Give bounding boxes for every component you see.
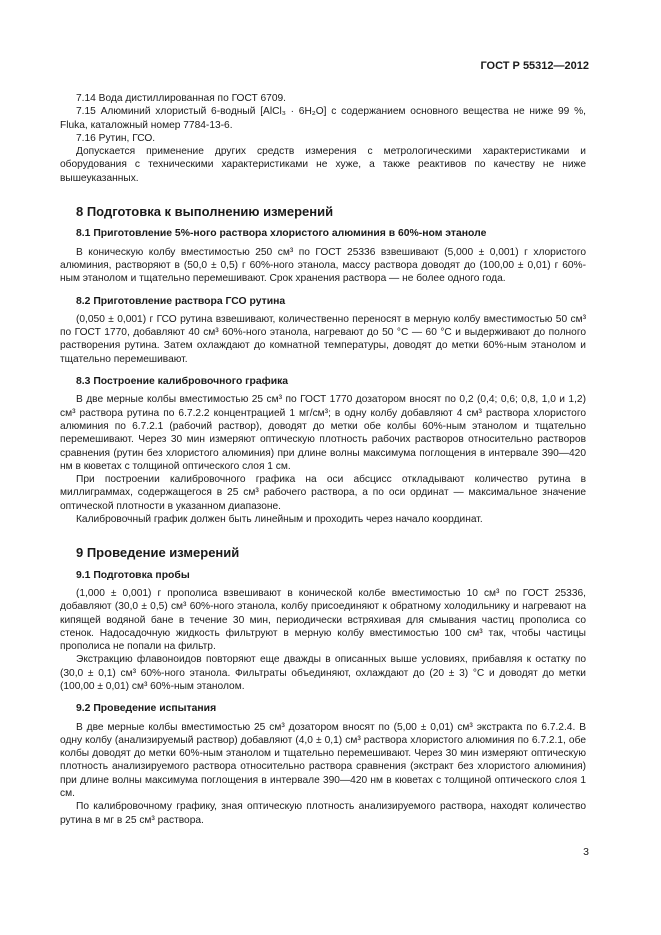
document-body — [60, 92, 586, 827]
subsection-9-2-text-2: По калибровочному графику, зная оптическую плотность анализируемого раствора, находят количество рутина в мг в 25 см³ раствора. — [60, 801, 586, 826]
page-number: 3 — [583, 846, 589, 858]
subsection-8-2-text: (0,050 ± 0,001) г ГСО рутина взвешивают, количественно переносят в мерную колбу вместимостью 50 см³ по ГОСТ 1770, добавляют 40 см³ 60%-ного этанола, нагревают до 50 °С — 60 °С и выдерживают до полного растворения рутина. Затем охлаждают до комнатной температуры, доводят до метки 60%-ным этанолом и тщательно перемешивают. — [60, 313, 586, 365]
equipment-note: Допускается применение других средств измерения с метрологическими характеристиками и оборудования с техническими характеристиками не хуже, а также реактивов по качеству не ниже вышеуказанных. — [60, 146, 586, 184]
subsection-8-3-text-1: В две мерные колбы вместимостью 25 см³ по ГОСТ 1770 дозатором вносят по 0,2 (0,4; 0,6; 0,8, 1,0 и 1,2) см³ раствора рутина по 6.7.2.2 концентрацией 1 мг/см³; в одну колбу добавляют 4 см³ раствора хлористого алюминия по 6.7.2.1 (рабочий раствор), доводят до метки обе колбы 60%-ным этанолом и тщательно перемешивают. Через 30 мин измеряют оптическую плотность рабочих растворов относительно растворов сравнения (рутин без хлористого алюминия) при длине волны максимума поглощения в интервале 390—420 нм в кюветах с толщиной оптического слоя 1 см. — [60, 394, 586, 472]
subsection-8-3-text-3: Калибровочный график должен быть линейным и проходить через начало координат. — [76, 514, 483, 526]
page-header-standard-id: ГОСТ Р 55312—2012 — [480, 60, 589, 72]
item-7-16: 7.16 Рутин, ГСО. — [76, 132, 156, 144]
subsection-8-3-text-2: При построении калибровочного графика на оси абсцисс откладывают количество рутина в миллиграммах, содержащегося в 25 см³ рабочего раствора, а по оси ординат — максимальное значение оптической плотности в указанном диапазоне. — [60, 474, 586, 512]
subsection-9-2-text-1: В две мерные колбы вместимостью 25 см³ дозатором вносят по (5,00 ± 0,01) см³ экстракта по 6.7.2.4. В одну колбу (анализируемый раствор) добавляют (4,0 ± 0,1) см³ раствора хлористого алюминия по 6.7.2.1, обе колбы доводят до метки 60%-ным этанолом и тщательно перемешивают. Через 30 мин измеряют оптическую плотность анализируемого раствора относительно раствора сравнения (экстракт без хлористого алюминия) при длине волны максимума поглощения в интервале 390—420 нм в кюветах с толщиной оптического слоя 1 см. — [60, 721, 586, 800]
item-7-14: 7.14 Вода дистиллированная по ГОСТ 6709. — [76, 93, 287, 104]
subsection-8-3-title: 8.3 Построение калибровочного графика — [76, 376, 289, 388]
section-9-title: 9 Проведение измерений — [76, 545, 240, 561]
subsection-8-1-title: 8.1 Приготовление 5%-ного раствора хлористого алюминия в 60%-ном этаноле — [76, 228, 487, 240]
subsection-8-1-text: В коническую колбу вместимостью 250 см³ по ГОСТ 25336 взвешивают (5,000 ± 0,001) г хлористого алюминия, растворяют в (50,0 ± 0,5) г 60%-ного этанола, массу раствора доводят до (100,00 ± 0,01) г 60%-ным этанолом и тщательно перемешивают. Срок хранения раствора — не более одного года. — [60, 246, 586, 285]
subsection-9-2-title: 9.2 Проведение испытания — [76, 703, 217, 715]
section-8-title: 8 Подготовка к выполнению измерений — [76, 204, 334, 220]
subsection-9-1-title: 9.1 Подготовка пробы — [76, 569, 190, 581]
subsection-9-1-text-2: Экстракцию флавоноидов повторяют еще дважды в описанных выше условиях, прибавляя к остатку по (30,0 ± 0,1) см³ 60%-ного этанола. Фильтраты объединяют, охлаждают до (20 ± 3) °С и доводят до метки (100,00 ± 0,01) см³ 60%-ным этанолом. — [60, 654, 586, 692]
item-7-15: 7.15 Алюминий хлористый 6-водный [AlCl₃ · 6H₂O] с содержанием основного вещества не ниже 99 %, Fluka, каталожный номер 7784-13-6. — [60, 106, 586, 131]
subsection-8-2-title: 8.2 Приготовление раствора ГСО рутина — [76, 295, 286, 307]
subsection-9-1-text-1: (1,000 ± 0,001) г прополиса взвешивают в конической колбе вместимостью 10 см³ по ГОСТ 25336, добавляют (30,0 ± 0,5) см³ 60%-ного этанола, колбу присоединяют к обратному холодильнику и нагревают на кипящей водяной бане в течение 30 мин, периодически встряхивая для смывания частиц прополиса со стенок. Надосадочную жидкость фильтруют в мерную колбу вместимостью 100 см³ так, чтобы частицы прополиса не попали на фильтр. — [60, 587, 586, 653]
